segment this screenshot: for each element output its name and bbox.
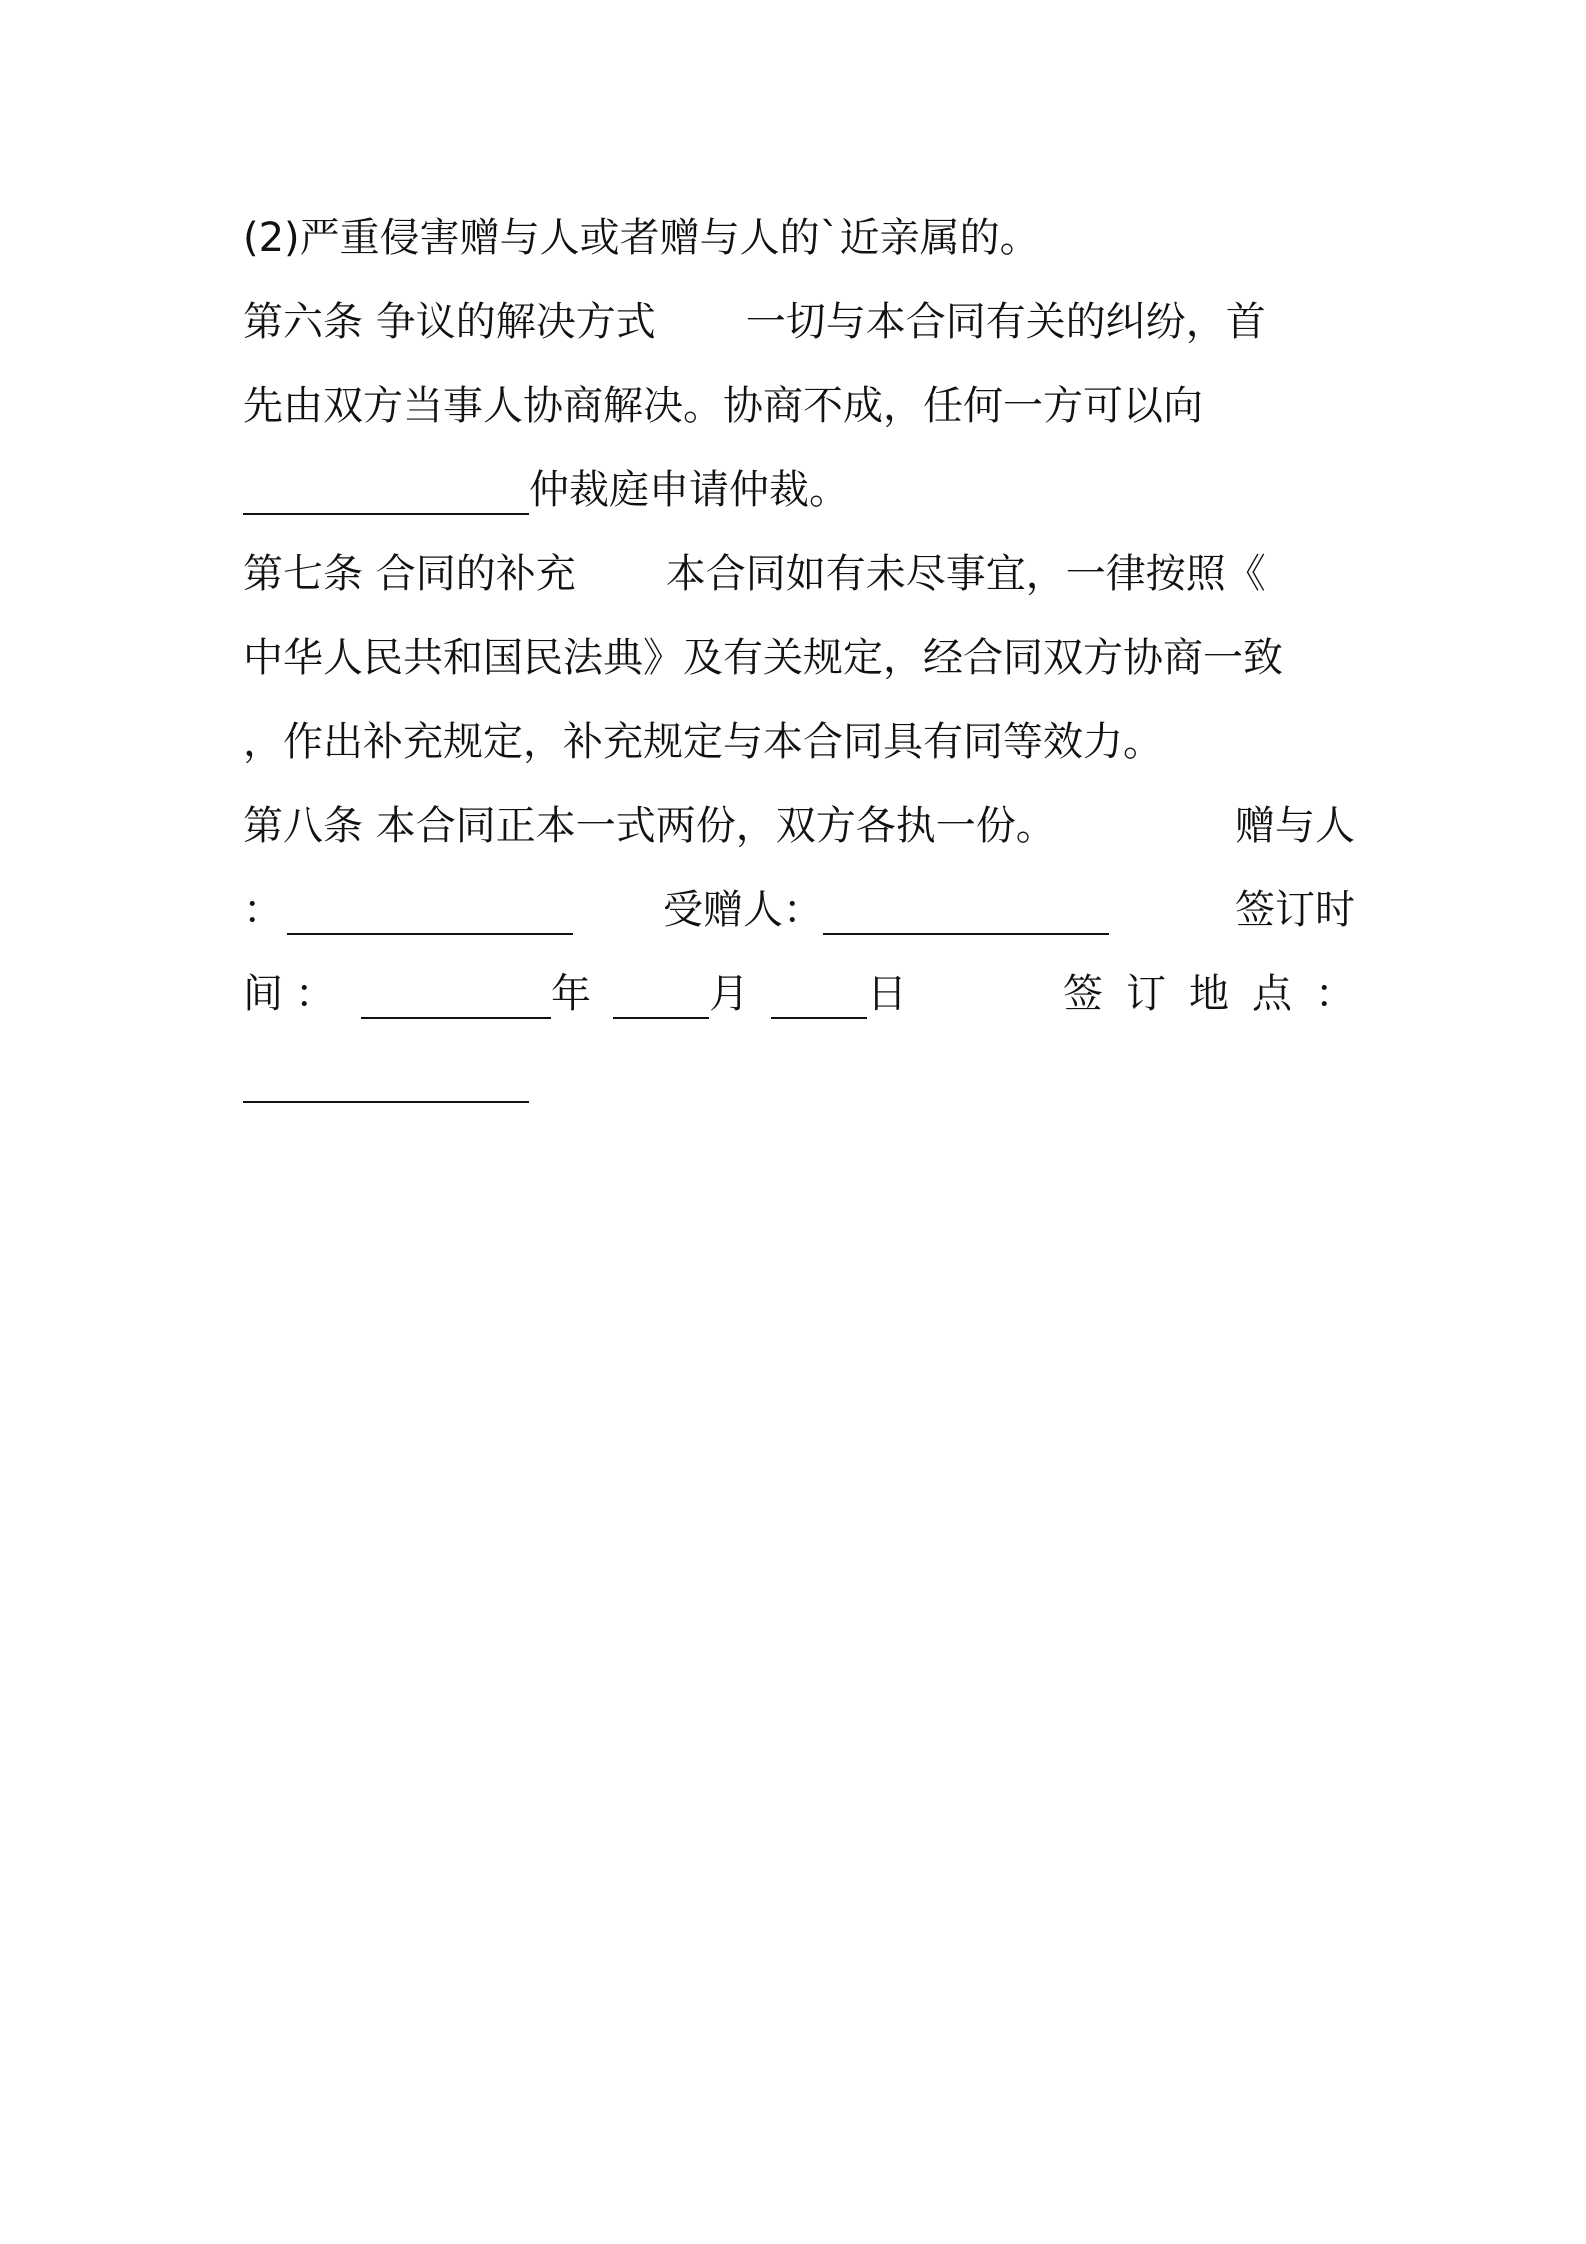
article-7-text-end: ，作出补充规定，补充规定与本合同具有同等效力。 <box>243 719 1163 765</box>
sign-place-label <box>1063 952 1355 1036</box>
sign-place-char: 地 <box>1189 971 1229 1017</box>
date-line <box>243 952 1355 1036</box>
month-label: 月 <box>709 971 749 1017</box>
article-7-line-3 <box>243 700 1355 784</box>
donee-signature-blank[interactable] <box>823 887 1109 935</box>
sign-place-char: 订 <box>1126 971 1166 1017</box>
sign-place-char: ： <box>1315 971 1355 1017</box>
article-8-line <box>243 784 1355 868</box>
article-6-line-3 <box>243 448 1355 532</box>
arbitration-text: 仲裁庭申请仲裁。 <box>529 467 849 513</box>
donor-label: 赠与人 <box>1235 803 1355 849</box>
donor-colon: ： <box>243 887 283 933</box>
year-label: 年 <box>551 971 591 1017</box>
article-6-text-cont: 先由双方当事人协商解决。协商不成，任何一方可以向 <box>243 383 1203 429</box>
article-6-heading <box>243 280 1355 364</box>
sign-place-char: 签 <box>1063 971 1103 1017</box>
clause-line-1 <box>243 196 1355 280</box>
article-7-heading <box>243 532 1355 616</box>
arbitration-blank[interactable] <box>243 467 529 515</box>
sign-time-label-part2: 间： <box>243 971 347 1017</box>
sign-place-blank[interactable] <box>243 1055 529 1103</box>
article-6-line-2 <box>243 364 1355 448</box>
article-6-title: 第六条 争议的解决方式 <box>243 299 656 345</box>
article-7-text-cont: 中华人民共和国民法典》及有关规定，经合同双方协商一致 <box>243 635 1283 681</box>
article-7-text: 本合同如有未尽事宜，一律按照《 <box>665 551 1266 597</box>
signature-line <box>243 868 1355 952</box>
contract-text <box>243 196 1355 1120</box>
donor-signature-blank[interactable] <box>287 887 573 935</box>
donee-label: 受赠人： <box>663 887 823 933</box>
article-8-text: 第八条 本合同正本一式两份，双方各执一份。 <box>243 803 1056 849</box>
clause-text: (2)严重侵害赠与人或者赠与人的`近亲属的。 <box>243 215 1040 261</box>
day-label: 日 <box>867 971 907 1017</box>
year-blank[interactable] <box>361 971 551 1019</box>
sign-time-label-part1: 签订时 <box>1235 887 1355 933</box>
sign-place-char: 点 <box>1252 971 1292 1017</box>
place-line <box>243 1036 1355 1120</box>
month-blank[interactable] <box>613 971 709 1019</box>
article-7-line-2 <box>243 616 1355 700</box>
day-blank[interactable] <box>771 971 867 1019</box>
article-7-title: 第七条 合同的补充 <box>243 551 576 597</box>
article-6-text: 一切与本合同有关的纠纷，首 <box>745 299 1266 345</box>
